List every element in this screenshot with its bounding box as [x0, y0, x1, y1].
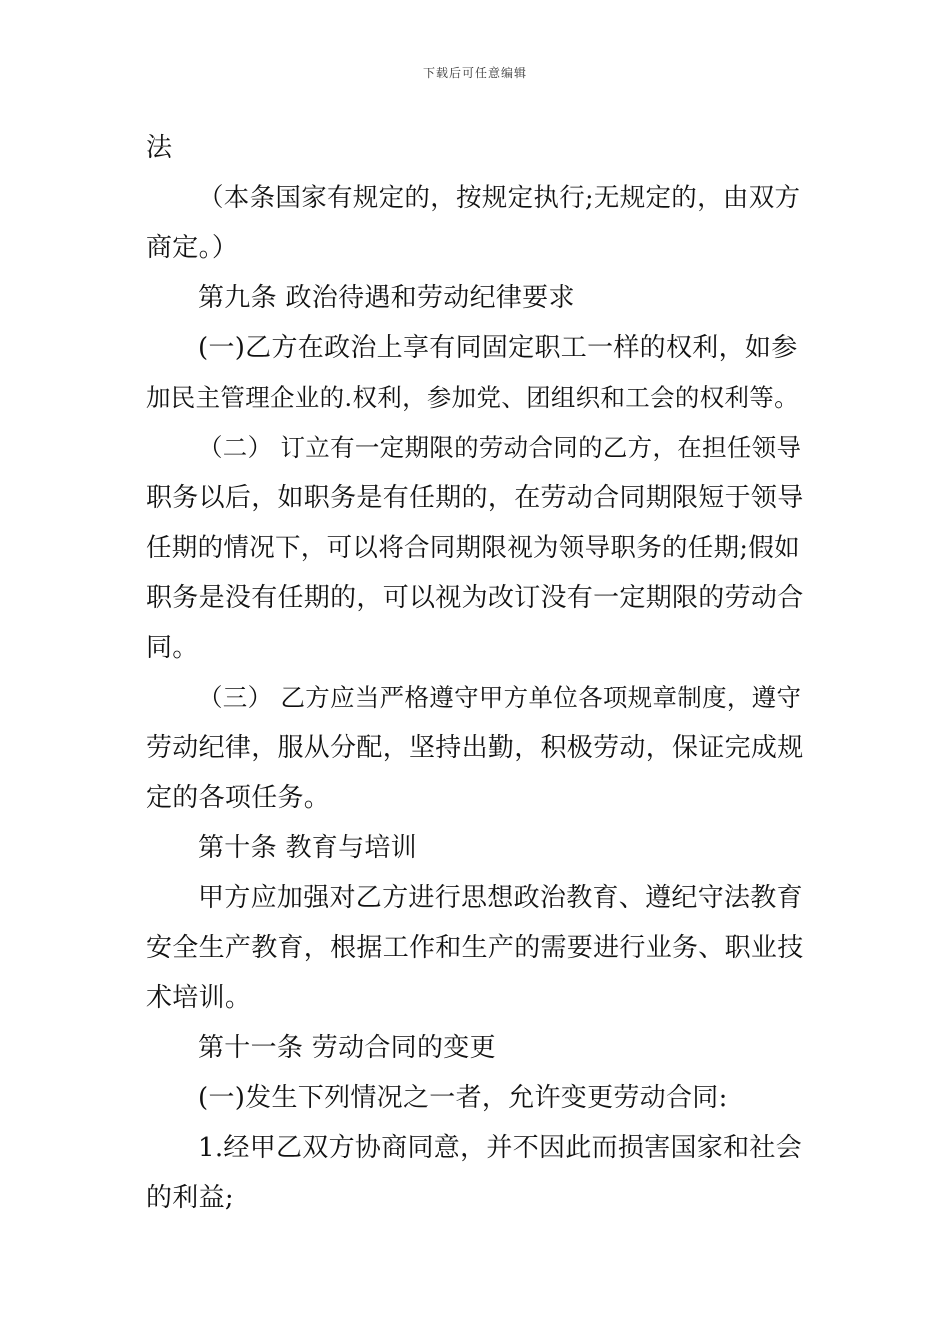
text-line: 的利益;: [146, 1183, 234, 1213]
text-line: （三） 乙方应当严格遵守甲方单位各项规章制度，遵守: [198, 683, 802, 712]
text-line: 甲方应加强对乙方进行思想政治教育、遵纪守法教育: [198, 883, 803, 913]
text-line: 第十一条 劳动合同的变更: [198, 1033, 496, 1063]
text-line: 术培训。: [146, 983, 252, 1013]
text-line: 1.经甲乙双方协商同意，并不因此而损害国家和社会: [198, 1133, 803, 1163]
text-line: 商定。）: [146, 233, 239, 263]
text-line: （本条国家有规定的，按规定执行;无规定的，由双方: [198, 183, 801, 213]
text-line: 劳动纪律，服从分配，坚持出勤，积极劳动，保证完成规: [146, 733, 804, 763]
text-line: 职务以后，如职务是有任期的，在劳动合同期限短于领导: [146, 483, 804, 513]
text-line: 任期的情况下，可以将合同期限视为领导职务的任期;假如: [146, 533, 800, 563]
text-line: 加民主管理企业的.权利，参加党、团组织和工会的权利等。: [146, 383, 799, 412]
text-line: 定的各项任务。: [146, 783, 331, 813]
text-line: 第十条 教育与培训: [198, 833, 417, 863]
text-line: （二） 订立有一定期限的劳动合同的乙方，在担任领导: [198, 433, 802, 462]
text-line: 安全生产教育，根据工作和生产的需要进行业务、职业技: [146, 933, 804, 963]
text-line: (一)乙方在政治上享有同固定职工一样的权利，如参: [198, 333, 798, 363]
text-line: 职务是没有任期的，可以视为改订没有一定期限的劳动合: [146, 583, 804, 613]
text-line: 同。: [146, 633, 199, 663]
text-line: 法: [146, 133, 173, 163]
page-header-note: 下载后可任意编辑: [422, 66, 527, 80]
text-line: 第九条 政治待遇和劳动纪律要求: [198, 283, 575, 313]
document-body: [146, 127, 810, 1227]
text-line: (一)发生下列情况之一者，允许变更劳动合同:: [198, 1083, 728, 1113]
